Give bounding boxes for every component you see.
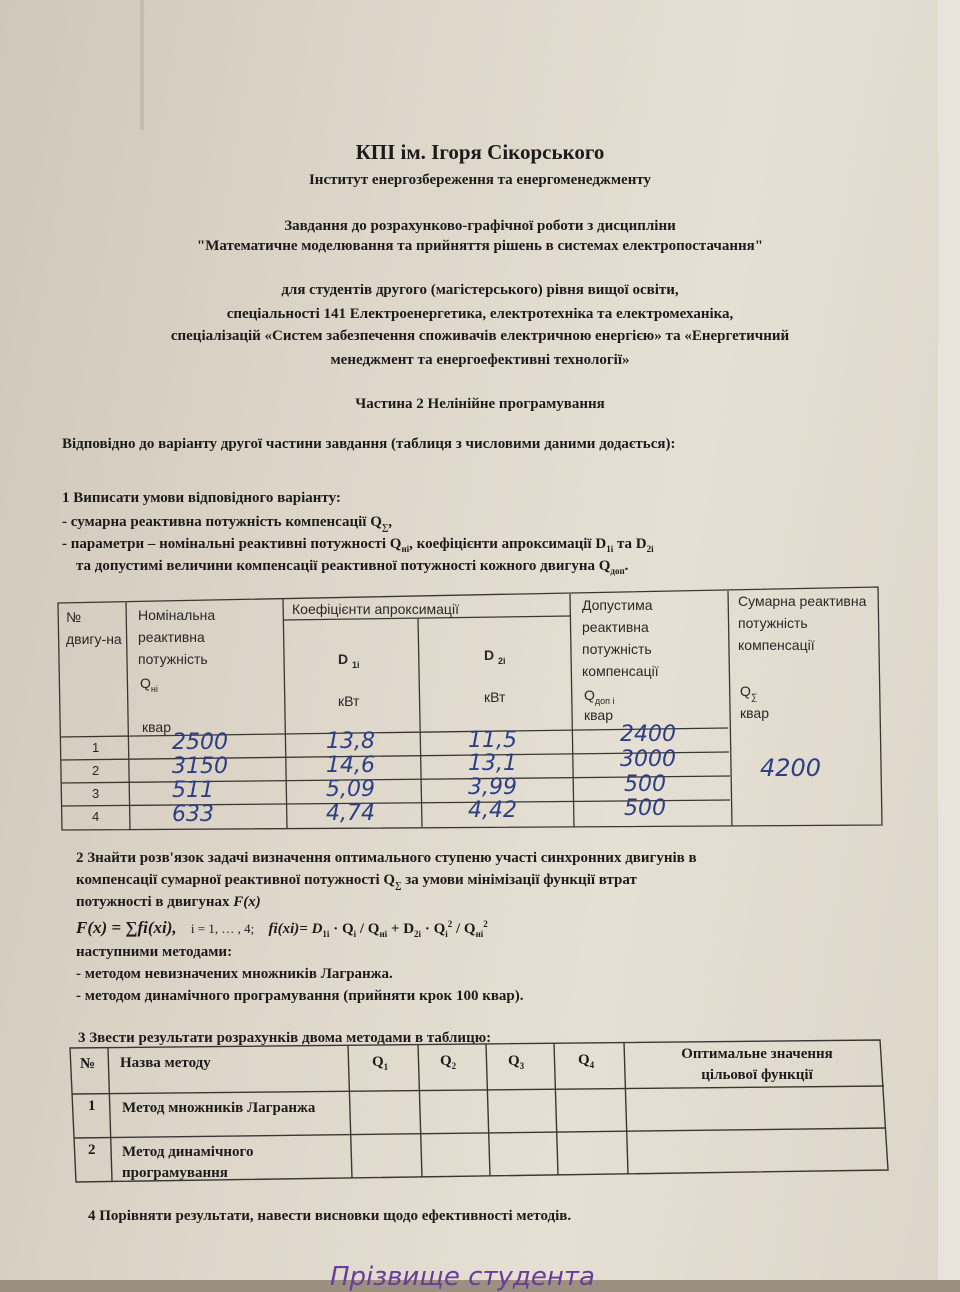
step2-method-1: - методом невизначених множників Лагранжа. (76, 966, 393, 982)
table2-header-q4: $Q_4$ (578, 1052, 595, 1070)
students-line-2: спеціальності 141 Електроенергетика, електротехніка та електромеханіка, (226, 306, 734, 322)
table2-row-2-method: Метод динамічного програмування (122, 1144, 254, 1181)
table1-row-1-d1: 13,8 (326, 729, 375, 754)
table1-header-nominal-symbol: $Q_{ні}$ (140, 675, 158, 694)
table1-row-2-nominal: 3150 (172, 754, 228, 779)
table1-row-2-d2: 13,1 (468, 751, 517, 776)
table1-row-1-nominal: 2500 (172, 730, 228, 755)
table2-row-1-number: 1 (88, 1098, 96, 1114)
table1-row-4-admissible: 500 (624, 796, 666, 821)
institute-name: Інститут енергозбереження та енергоменеджменту (308, 172, 652, 188)
table1-header-d2: D $_{2i}$ (484, 647, 506, 666)
students-line-4: менеджмент та енергоефективні технології» (330, 352, 630, 368)
step4-text: 4 Порівняти результати, навести висновки щодо ефективності методів. (88, 1208, 572, 1224)
table1-header-admissible: Допустима реактивна потужність компенсації (582, 597, 659, 679)
table1-header-admissible-symbol: $Q_{доп i}$ (584, 687, 615, 706)
table1-header-coefficients: Коефіцієнти апроксимації (292, 601, 459, 617)
step2-line-3: потужності в двигунах F(x) (76, 894, 261, 910)
intro-text: Відповідно до варіанту другої частини завдання (таблиця з числовими даними додається): (62, 436, 676, 452)
part-title: Частина 2 Нелінійне програмування (355, 396, 605, 412)
table2-header-optimal-value: Оптимальне значення цільової функції (681, 1046, 833, 1083)
step2-methods-intro: наступними методами: (76, 944, 233, 960)
table1-row-3-number: 3 (92, 786, 100, 801)
table1-header-d1-unit: кВт (338, 693, 360, 709)
table1-row-1-d2: 11,5 (468, 728, 517, 753)
table1-row-2-number: 2 (92, 763, 100, 778)
step2-line-2: компенсації сумарної реактивної потужності $Q_\sum$ за умови мінімізації функції втрат (76, 872, 637, 890)
table1-row-1-admissible: 2400 (620, 722, 676, 747)
step2-line-1: 2 Знайти розв'язок задачі визначення оптимального ступеню участі синхронних двигунів в (76, 850, 697, 866)
step1-item3: та допустимі величини компенсації реактивної потужності кожного двигуна $Q_{доп}$. (76, 558, 629, 576)
table1-header-total-unit: квар (740, 705, 769, 721)
table2-row-1-method: Метод множників Лагранжа (122, 1100, 316, 1116)
step1-title: 1 Виписати умови відповідного варіанту: (62, 490, 341, 506)
table1-header-d2-unit: кВт (484, 689, 506, 705)
table2-header-number: № (80, 1056, 96, 1072)
table1-row-4-d1: 4,74 (326, 801, 375, 826)
table1-header-total: Сумарна реактивна потужність компенсації (738, 593, 867, 653)
table1-header-d1: D $_{1i}$ (338, 651, 360, 670)
step1-item2: - параметри – номінальні реактивні потужності $Q_{ні}$, коефіцієнти апроксимації $D_{1i}$ та $D_{2i}$ (62, 536, 654, 554)
step2-formula: F(x) = ∑fi(xi), i = 1, … , 4; $fi(xi)= D_{1i} \cdot Q_i / Q_{ні} + D_{2i} \cdot Q_i^2 / Q_{ні}^2$ (76, 918, 488, 939)
table2-row-2-number: 2 (88, 1142, 96, 1158)
step1-item1: - сумарна реактивна потужність компенсації $Q_\sum$, (62, 514, 393, 532)
students-line-1: для студентів другого (магістерського) рівня вищої освіти, (281, 282, 679, 298)
task-line-2: "Математичне моделювання та прийняття рішень в системах електропостачання" (196, 238, 764, 254)
university-title: КПІ ім. Ігоря Сікорського (355, 140, 605, 164)
table1-header-number: № двигу-на (66, 609, 122, 647)
table1-row-4-nominal: 633 (172, 802, 214, 827)
table1-row-4-number: 4 (92, 809, 100, 824)
step2-method-2: - методом динамічного програмування (прийняти крок 100 квар). (76, 988, 524, 1004)
table1-header-total-symbol: $Q_\sum$ (740, 683, 758, 702)
table2-header-q1: $Q_1$ (372, 1054, 389, 1072)
table1-row-3-nominal: 511 (172, 778, 214, 803)
table1-header-nominal-unit: квар (142, 719, 171, 735)
table1-header-admissible-unit: квар (584, 707, 613, 723)
table1-row-3-d1: 5,09 (326, 777, 375, 802)
students-line-3: спеціалізацій «Систем забезпечення споживачів електричною енергією» та «Енергетичний (170, 328, 790, 344)
table2-header-method-name: Назва методу (120, 1055, 211, 1071)
table1-row-3-admissible: 500 (624, 772, 666, 797)
table2-header-q2: $Q_2$ (440, 1053, 457, 1071)
table1-row-3-d2: 3,99 (468, 775, 517, 800)
table1-header-nominal: Номінальна реактивна потужність (138, 607, 216, 667)
table1-total-value: 4200 (760, 754, 822, 782)
table1-row-4-d2: 4,42 (468, 798, 517, 823)
table1-row-2-d1: 14,6 (326, 753, 375, 778)
table2-header-q3: $Q_3$ (508, 1053, 525, 1071)
table1-row-2-admissible: 3000 (620, 747, 676, 772)
task-line-1: Завдання до розрахунково-графічної роботи з дисципліни (284, 218, 676, 234)
step3-title: 3 Звести результати розрахунків двома методами в таблицю: (78, 1030, 492, 1046)
bottom-handwriting: Прізвище студента (330, 1262, 595, 1292)
table1-row-1-number: 1 (92, 740, 100, 755)
